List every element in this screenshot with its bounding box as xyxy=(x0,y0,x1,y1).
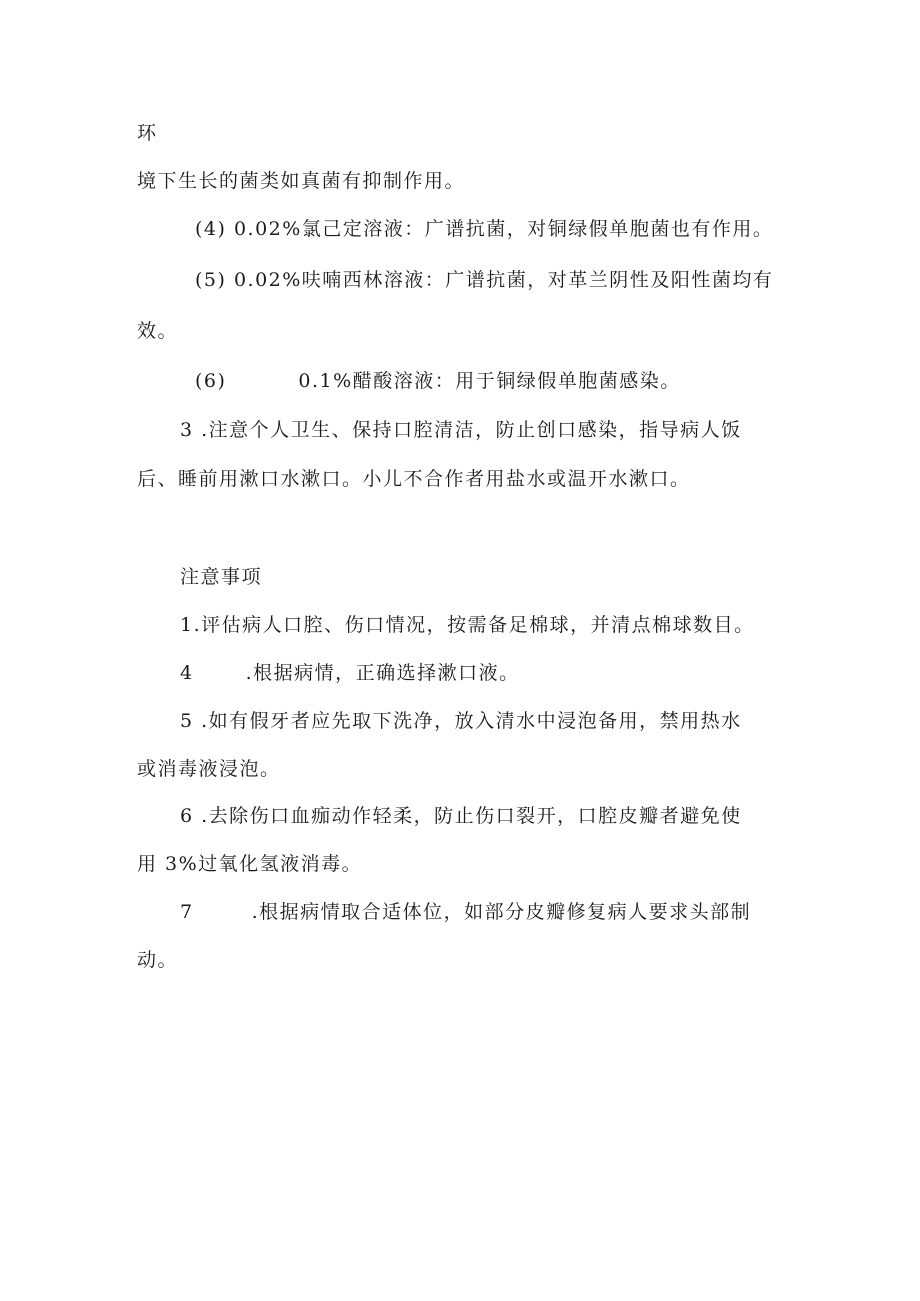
note-7-text: .根据病情取合适体位，如部分皮瓣修复病人要求头部制 xyxy=(251,901,752,923)
step-3-continued: 后、睡前用漱口水漱口。小儿不合作者用盐水或温开水漱口。 xyxy=(137,468,691,490)
note-5-continued: 或消毒液浸泡。 xyxy=(137,758,281,780)
note-7 xyxy=(180,900,751,924)
note-6: 6 .去除伤口血痂动作轻柔，防止伤口裂开，口腔皮瓣者避免使 xyxy=(180,805,742,827)
paragraph-line: 环 xyxy=(137,122,158,144)
section-heading: 注意事项 xyxy=(180,566,263,588)
note-6-continued: 用 3%过氧化氢液消毒。 xyxy=(137,853,363,875)
list-item-6 xyxy=(195,369,681,393)
note-4-text: .根据病情，正确选择漱口液。 xyxy=(245,662,520,684)
note-7-continued: 动。 xyxy=(137,949,179,971)
list-item-4: (4) 0.02%氯己定溶液：广谱抗菌，对铜绿假单胞菌也有作用。 xyxy=(195,218,774,240)
step-3: 3 .注意个人卫生、保持口腔清洁，防止创口感染，指导病人饭 xyxy=(180,419,742,441)
list-item-6-number: (6) xyxy=(195,370,227,392)
list-item-5-continued: 效。 xyxy=(137,320,179,342)
note-4 xyxy=(180,661,520,685)
list-item-5: (5) 0.02%呋喃西林溶液：广谱抗菌，对革兰阴性及阳性菌均有 xyxy=(195,269,774,291)
note-7-number: 7 xyxy=(180,901,194,923)
list-item-6-text: 0.1%醋酸溶液：用于铜绿假单胞菌感染。 xyxy=(298,370,681,392)
note-4-number: 4 xyxy=(180,662,194,684)
paragraph-line: 境下生长的菌类如真菌有抑制作用。 xyxy=(137,170,466,192)
note-5: 5 .如有假牙者应先取下洗净，放入清水中浸泡备用，禁用热水 xyxy=(180,710,742,732)
note-1: 1.评估病人口腔、伤口情况，按需备足棉球，并清点棉球数目。 xyxy=(180,614,755,636)
